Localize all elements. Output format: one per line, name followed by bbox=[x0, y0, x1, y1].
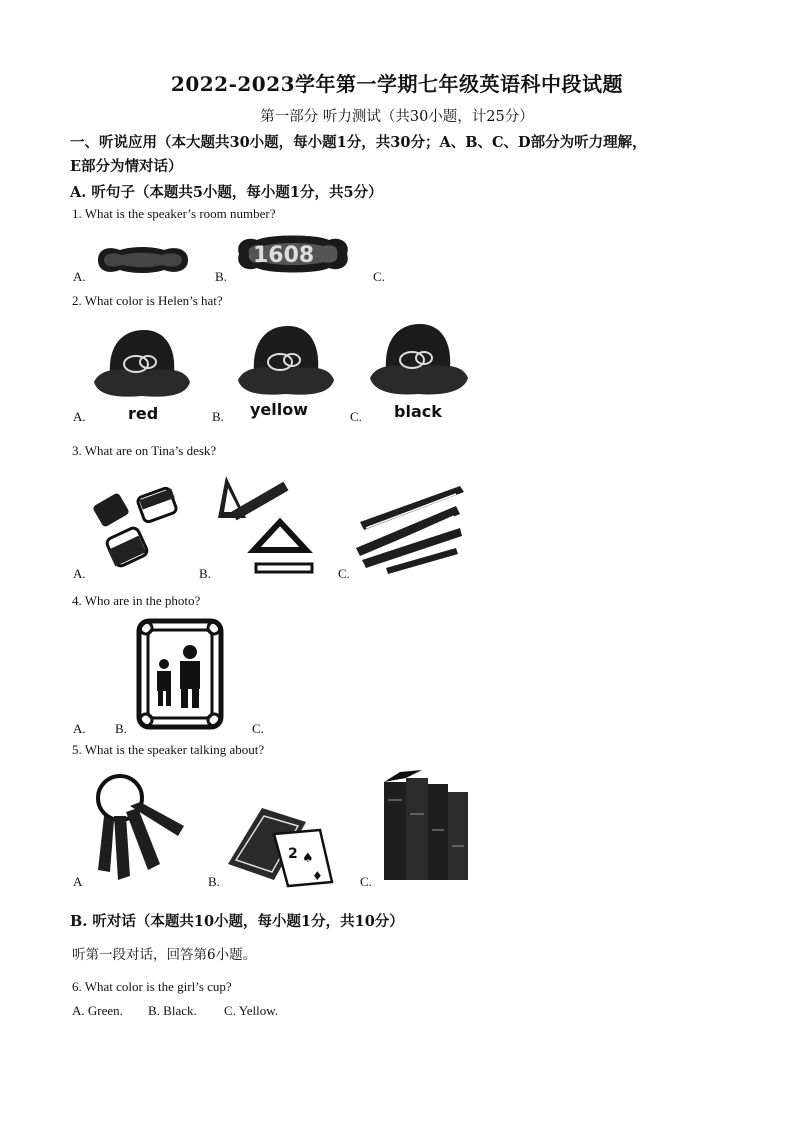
erasers-image bbox=[92, 486, 184, 572]
part1-heading-cont: E部分为情对话） bbox=[70, 158, 183, 175]
room-number-text: 1608 bbox=[253, 243, 315, 268]
svg-text:2: 2 bbox=[288, 846, 298, 862]
q5-label-a: A bbox=[73, 874, 83, 889]
q1-label-a: A. bbox=[73, 269, 86, 284]
question-2: 2. What color is Helen’s hat? bbox=[72, 293, 223, 308]
books-image bbox=[380, 770, 472, 882]
q5-label-c: C. bbox=[360, 874, 372, 889]
hat-yellow-image bbox=[236, 322, 336, 398]
q4-label-c: C. bbox=[252, 721, 264, 736]
room-plate-a-image bbox=[90, 244, 194, 276]
hat-color-black: black bbox=[394, 402, 442, 421]
playing-cards-image bbox=[226, 800, 336, 886]
q1-label-c: C. bbox=[373, 269, 385, 284]
question-6: 6. What color is the girl’s cup? bbox=[72, 979, 232, 994]
section-a-heading: A. 听句子（本题共5小题，每小题1分，共5分） bbox=[70, 184, 383, 201]
question-3: 3. What are on Tina’s desk? bbox=[72, 443, 217, 458]
part1-heading: 一、听说应用（本大题共30小题，每小题1分，共30分；A、B、C、D部分为听力理解， bbox=[70, 134, 647, 151]
question-1: 1. What is the speaker’s room number? bbox=[72, 206, 276, 221]
q4-label-b: B. bbox=[115, 721, 127, 736]
svg-text:♠: ♠ bbox=[302, 851, 314, 866]
section-b-heading: B. 听对话（本题共10小题，每小题1分，共10分） bbox=[70, 913, 404, 930]
q4-label-a: A. bbox=[73, 721, 86, 736]
page-title: 2022-2023学年第一学期七年级英语科中段试题 bbox=[170, 72, 624, 96]
hat-red-image bbox=[92, 326, 192, 400]
q2-label-c: C. bbox=[350, 409, 362, 424]
photo-frame-image bbox=[136, 618, 224, 730]
q6-option-c: C. Yellow. bbox=[224, 1003, 279, 1018]
q2-label-b: B. bbox=[212, 409, 224, 424]
q1-label-b: B. bbox=[215, 269, 227, 284]
question-4: 4. Who are in the photo? bbox=[72, 593, 201, 608]
hat-black-image bbox=[368, 320, 470, 398]
question-5: 5. What is the speaker talking about? bbox=[72, 742, 265, 757]
hat-color-red: red bbox=[128, 404, 159, 423]
hat-color-yellow: yellow bbox=[250, 400, 309, 419]
q5-label-b: B. bbox=[208, 874, 220, 889]
q3-label-b: B. bbox=[199, 566, 211, 581]
pencils-image bbox=[356, 482, 468, 578]
q3-label-a: A. bbox=[73, 566, 86, 581]
section-b-instruction: 听第一段对话，回答第6小题。 bbox=[72, 947, 257, 963]
q2-label-a: A. bbox=[73, 409, 86, 424]
keys-image bbox=[90, 772, 190, 884]
svg-text:♦: ♦ bbox=[312, 869, 323, 883]
page-subtitle: 第一部分 听力测试（共30小题，计25分） bbox=[260, 109, 534, 125]
q3-label-c: C. bbox=[338, 566, 350, 581]
rulers-image bbox=[216, 474, 316, 578]
q6-option-b: B. Black. bbox=[148, 1003, 197, 1018]
q6-option-a: A. Green. bbox=[72, 1003, 123, 1018]
